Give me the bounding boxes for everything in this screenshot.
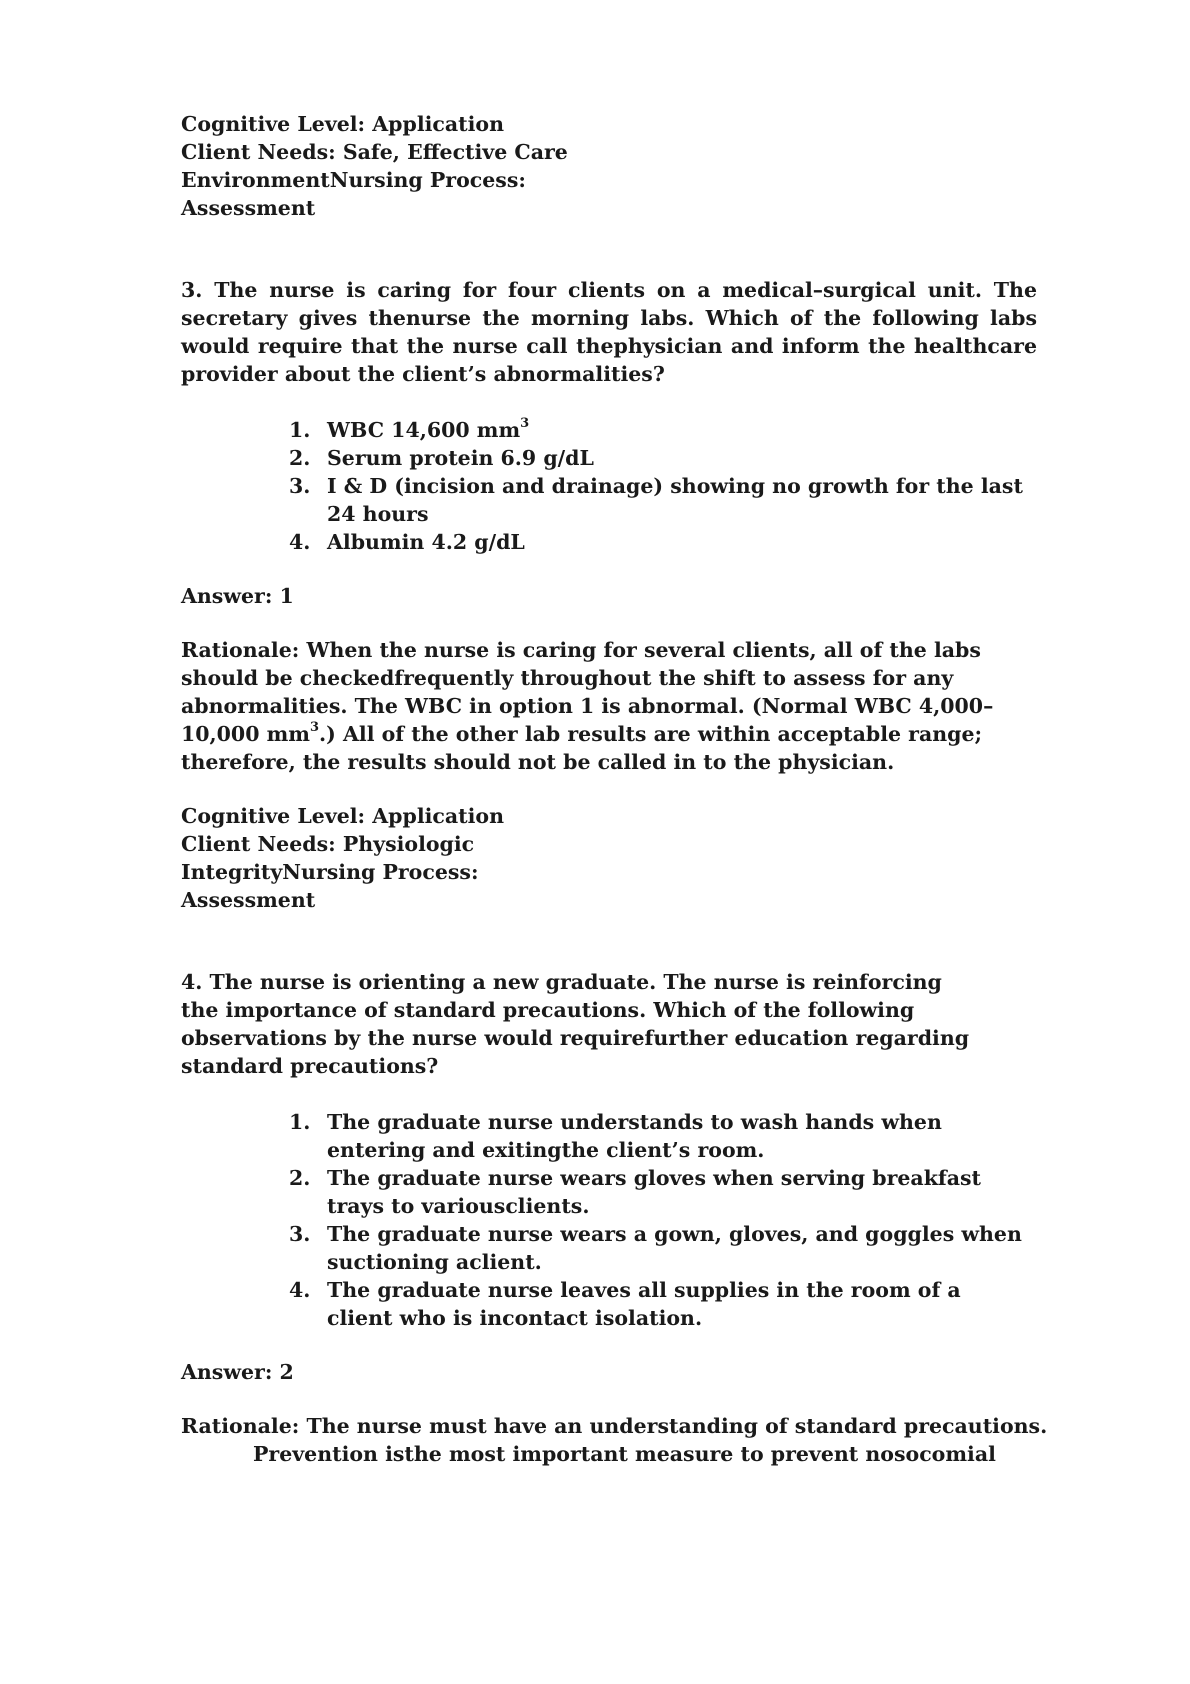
question-3-text: 3. The nurse is caring for four clients on a medical–surgical unit. The secretary gives thenurse the morning labs. Which of the following labs would require that the nurse call thephysician and inform the healthcare provider about the client’s abnormalities? xyxy=(181,278,1037,386)
question-3-option-1 xyxy=(289,416,1029,444)
assessment-label: Assessment xyxy=(181,888,316,912)
question-4-rationale xyxy=(181,1412,1061,1468)
option-number: 1. xyxy=(289,1110,311,1134)
option-text: Albumin 4.2 g/dL xyxy=(327,530,525,554)
question-3-options xyxy=(181,416,1061,556)
question-3-answer: Answer: 1 xyxy=(181,584,294,608)
client-needs: Client Needs: Safe, Effective Care xyxy=(181,140,568,164)
option-text: Serum protein 6.9 g/dL xyxy=(327,446,594,470)
option-text: The graduate nurse wears gloves when serving breakfast trays to variousclients. xyxy=(327,1166,982,1218)
option-number: 2. xyxy=(289,1166,311,1190)
assessment-label: Assessment xyxy=(181,196,316,220)
question-4-option-4 xyxy=(289,1276,1029,1332)
question-3-option-2 xyxy=(289,444,1029,472)
classification-block-2 xyxy=(181,802,1061,914)
option-number: 4. xyxy=(289,530,311,554)
option-number: 4. xyxy=(289,1278,311,1302)
superscript: 3 xyxy=(309,720,320,736)
superscript: 3 xyxy=(520,416,530,432)
question-3-option-3 xyxy=(289,472,1029,528)
question-4-option-1 xyxy=(289,1108,1029,1164)
option-number: 3. xyxy=(289,474,311,498)
question-4-options xyxy=(181,1108,1061,1332)
option-text: I & D (incision and drainage) showing no growth for the last 24 hours xyxy=(327,474,1023,526)
cognitive-level: Cognitive Level: Application xyxy=(181,112,505,136)
option-number: 1. xyxy=(289,418,311,442)
classification-block-1 xyxy=(181,110,1061,222)
question-3-option-4 xyxy=(289,528,1029,556)
nursing-process: IntegrityNursing Process: xyxy=(181,860,479,884)
client-needs: Client Needs: Physiologic xyxy=(181,832,475,856)
rationale-line: Prevention isthe most important measure to prevent nosocomial xyxy=(253,1442,996,1466)
nursing-process: EnvironmentNursing Process: xyxy=(181,168,526,192)
rationale-line: Rationale: The nurse must have an understanding of standard precautions. xyxy=(181,1414,1048,1438)
question-4-answer: Answer: 2 xyxy=(181,1360,294,1384)
question-4-option-3 xyxy=(289,1220,1029,1276)
option-number: 2. xyxy=(289,446,311,470)
question-4-option-2 xyxy=(289,1164,1029,1220)
option-number: 3. xyxy=(289,1222,311,1246)
question-3-rationale: Rationale: When the nurse is caring for several clients, all of the labs should be checkedfrequently throughout the shift to assess for any abnormalities. The WBC in option 1 is abnormal. (Normal WBC 4,000–10,000 $mm^3$.) All of the other lab results are within acceptable range; therefore, the results should not be called in to the physician. xyxy=(181,638,994,774)
option-text: WBC 14,600 $mm^3$ xyxy=(327,416,530,442)
option-text: The graduate nurse understands to wash hands when entering and exitingthe client’s room. xyxy=(327,1110,942,1162)
option-text: The graduate nurse wears a gown, gloves, and goggles when suctioning aclient. xyxy=(327,1222,1022,1274)
document-page xyxy=(181,110,1061,1468)
question-4-text: 4. The nurse is orienting a new graduate. The nurse is reinforcing the importance of standard precautions. Which of the following observations by the nurse would requirefurther education regarding standard precautions? xyxy=(181,970,970,1078)
cognitive-level: Cognitive Level: Application xyxy=(181,804,505,828)
option-text: The graduate nurse leaves all supplies in the room of a client who is incontact isolation. xyxy=(327,1278,961,1330)
